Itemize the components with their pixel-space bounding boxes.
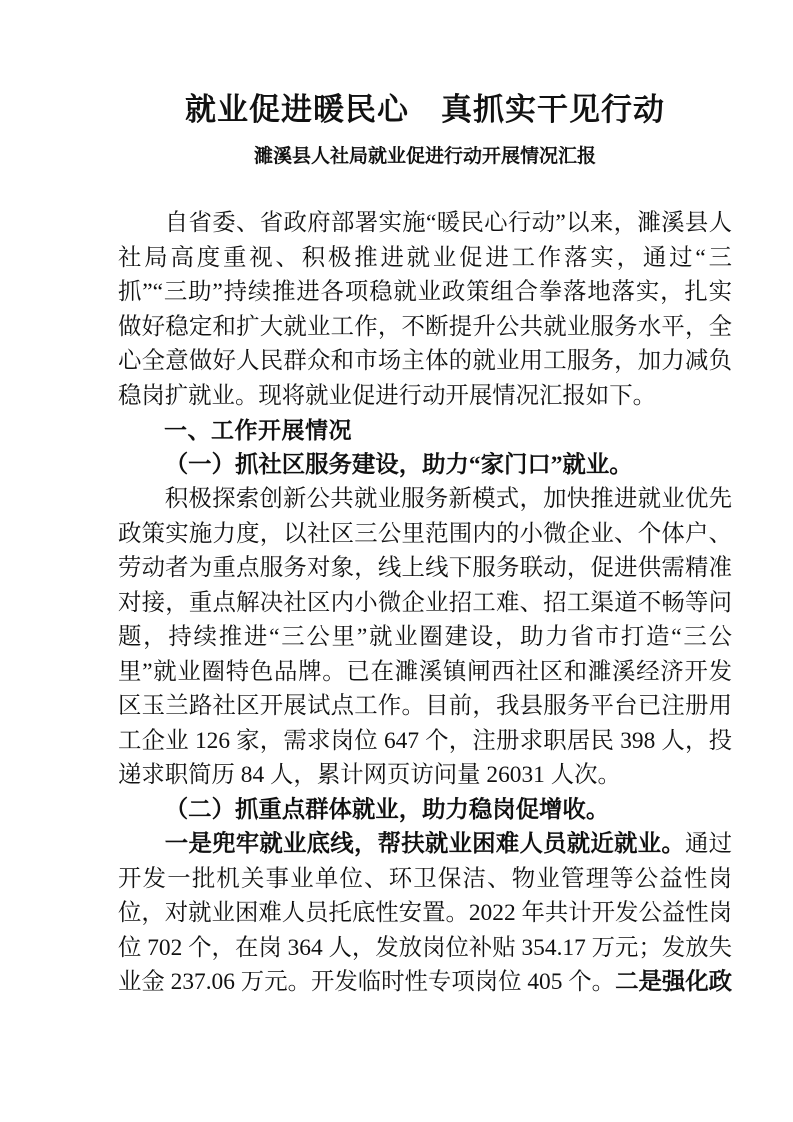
text-run: 自省委、省政府部署实施“暖民心行动”以来，濉溪县人社局高度重视、积极推进就业促进工作落实，通过“三抓”“三助”持续推进各项稳就业政策组合拳落地落实，扎实做好稳定和扩大就业工作，不断提升公共就业服务水平，全心全意做好人民群众和市场主体的就业用工服务，加力减负稳岗扩就业。现将就业促进行动开展情况汇报如下。 [118, 210, 732, 409]
text-run: （一）抓社区服务建设，助力“家门口”就业。 [164, 451, 633, 478]
section-heading [118, 793, 732, 828]
text-run: 二是强化政 [615, 969, 733, 995]
paragraph [118, 206, 732, 413]
paragraph [118, 827, 732, 1000]
text-run: （二）抓重点群体就业，助力稳岗促增收。 [164, 796, 610, 823]
paragraph [118, 482, 732, 793]
document-title: 就业促进暖民心 真抓实干见行动 [185, 92, 665, 127]
section-heading [118, 448, 732, 483]
document-body [118, 206, 732, 1000]
text-run: 通过开发一批机关事业单位、环卫保洁、物业管理等公益性岗位，对就业困难人员托底性安置。2022 年共计开发公益性岗位 702 个，在岗 364 人，发放岗位补贴 354.17 万元；发放失业金 237.06 万元。开发临时性专项岗位 405 个。 [118, 831, 733, 995]
document-content [118, 88, 732, 1000]
text-run: 积极探索创新公共就业服务新模式，加快推进就业优先政策实施力度，以社区三公里范围内的小微企业、个体户、劳动者为重点服务对象，线上线下服务联动，促进供需精准对接，重点解决社区内小微企业招工难、招工渠道不畅等问题，持续推进“三公里”就业圈建设，助力省市打造“三公里”就业圈特色品牌。已在濉溪镇闸西社区和濉溪经济开发区玉兰路社区开展试点工作。目前，我县服务平台已注册用工企业 126 家，需求岗位 647 个，注册求职居民 398 人，投递求职简历 84 人，累计网页访问量 26031 人次。 [118, 486, 732, 788]
section-heading [118, 413, 732, 448]
text-run: 一、工作开展情况 [164, 417, 352, 443]
text-run: 一是兜牢就业底线，帮扶就业困难人员就近就业。 [164, 831, 685, 857]
document-subtitle: 濉溪县人社局就业促进行动开展情况汇报 [253, 146, 596, 167]
